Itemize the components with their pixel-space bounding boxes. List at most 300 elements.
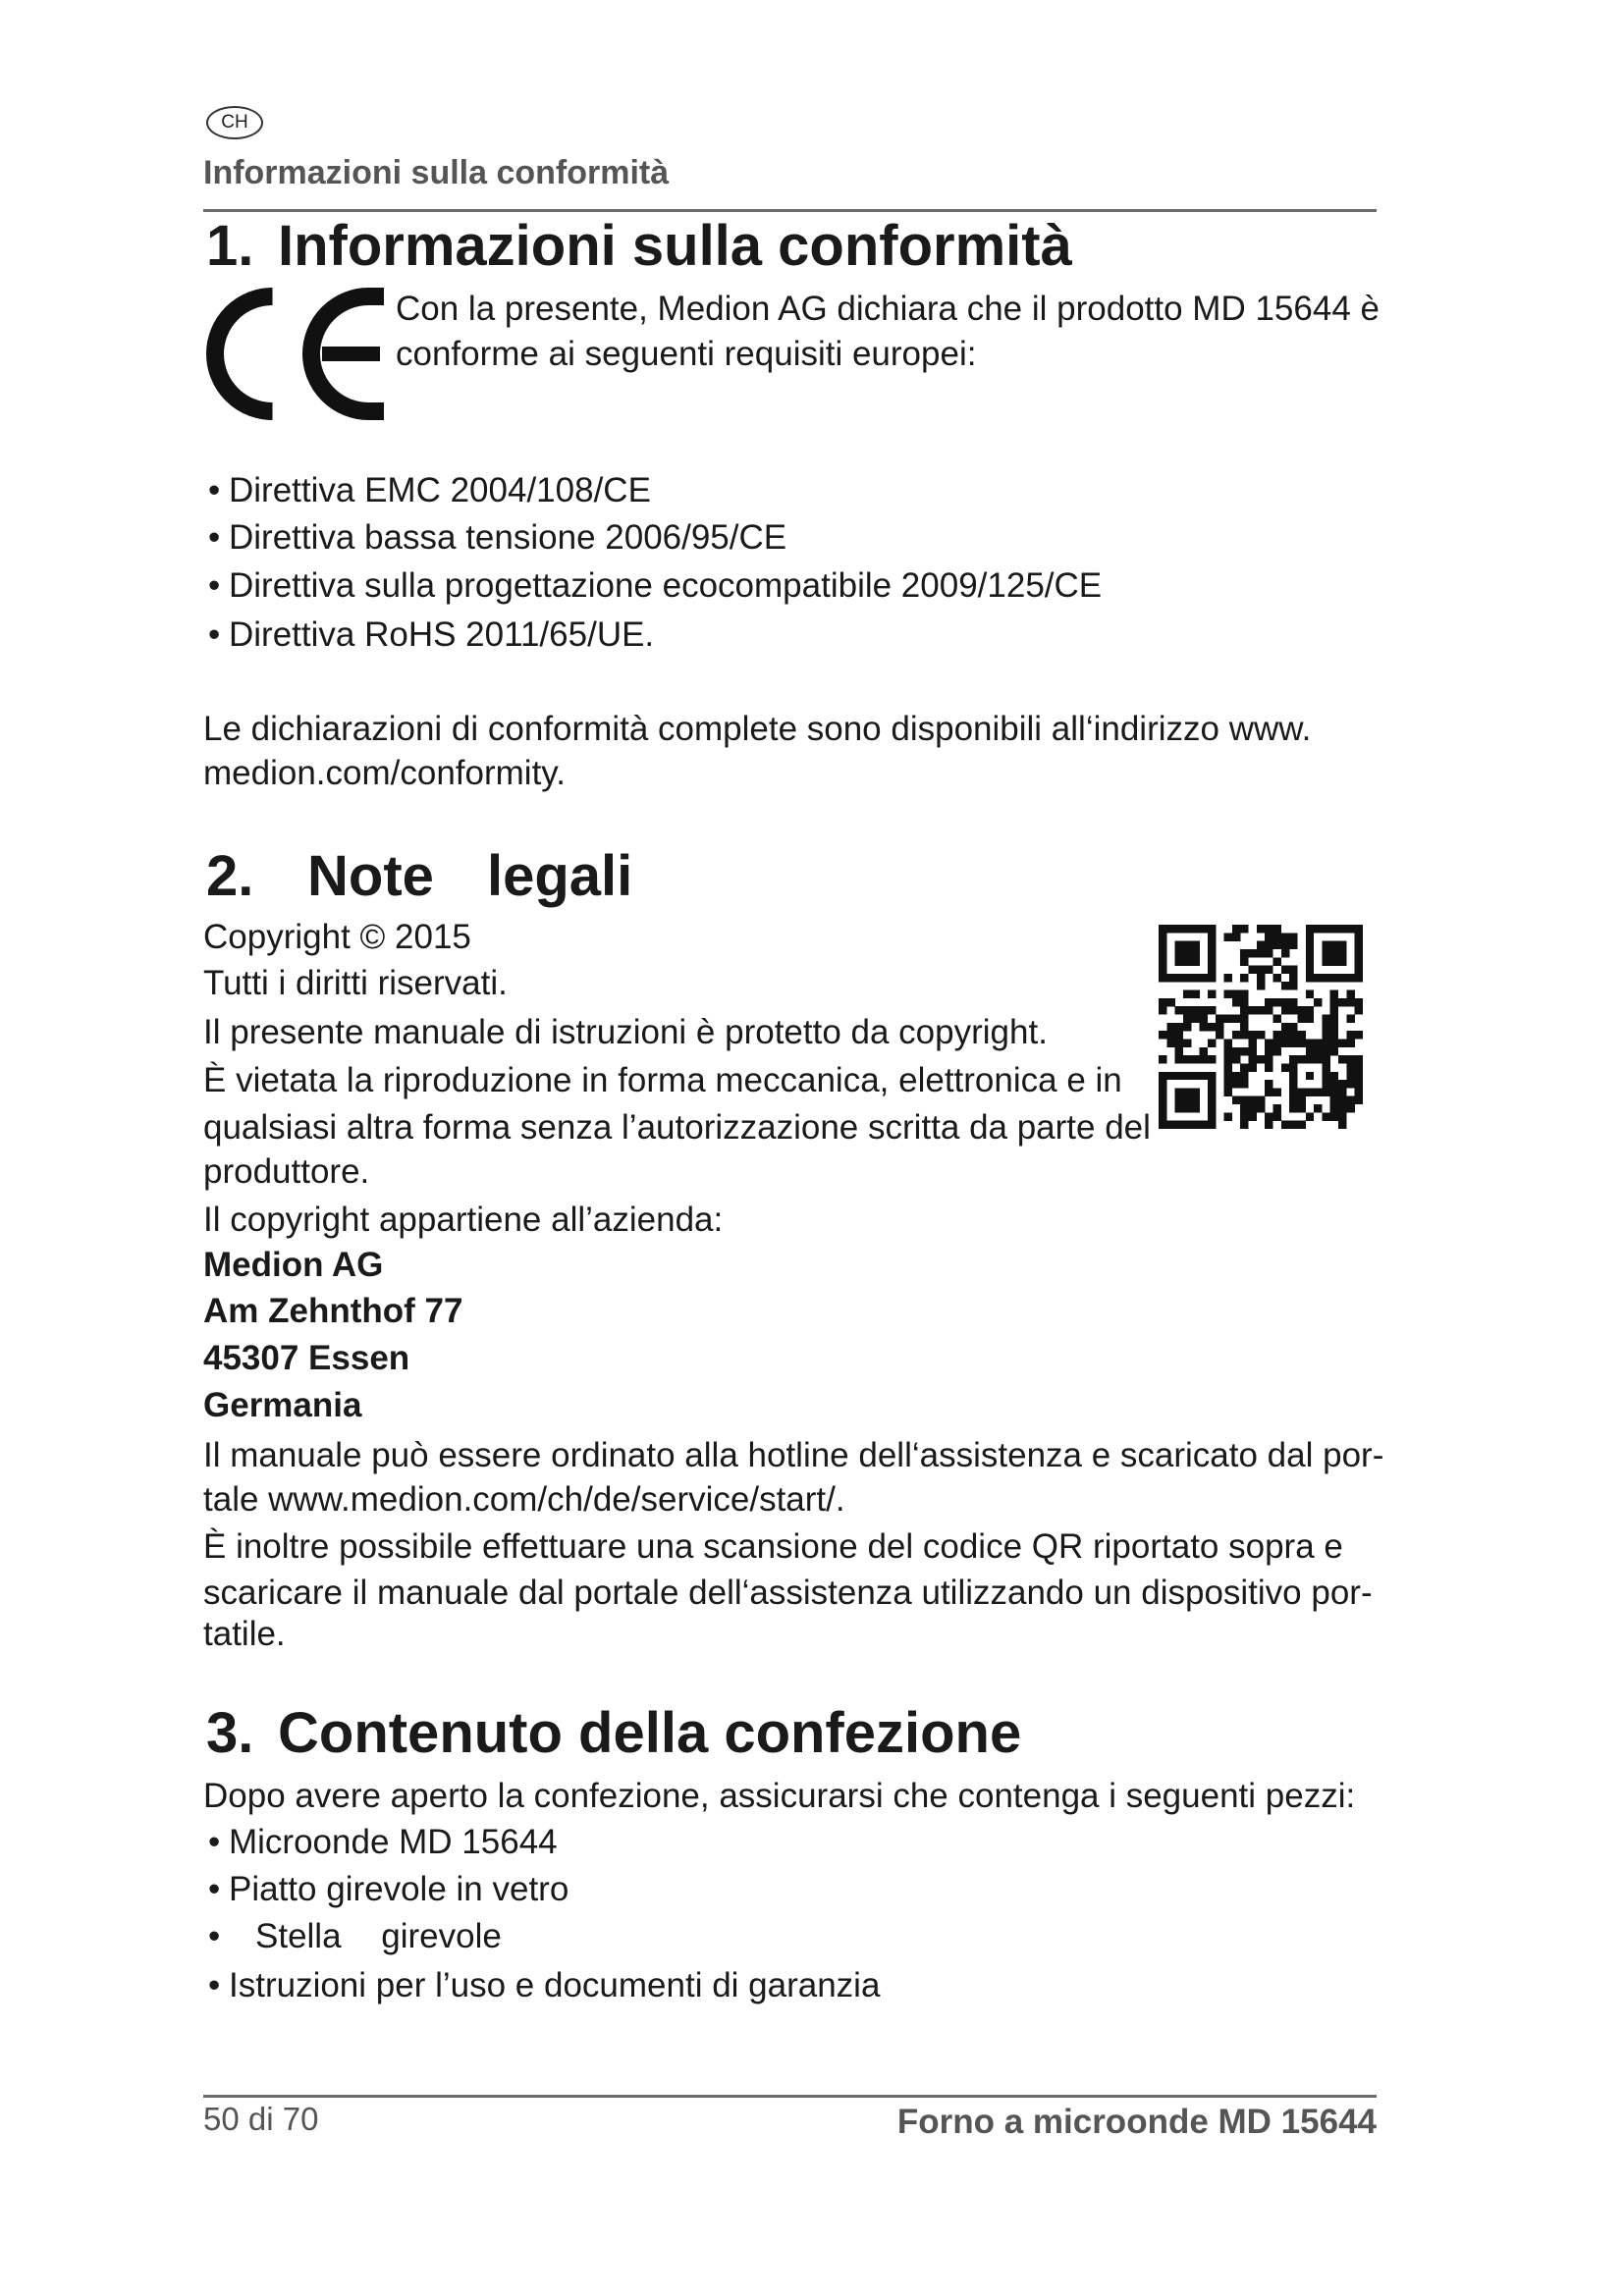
copyright-line: Il copyright appartiene all’azienda:	[203, 1201, 724, 1239]
qr-module	[1183, 1121, 1191, 1129]
contents-item: Microonde MD 15644	[229, 1823, 558, 1861]
qr-module	[1257, 974, 1265, 982]
qr-module	[1355, 933, 1363, 940]
qr-module	[1330, 925, 1338, 933]
footer-rule	[203, 2095, 1377, 2098]
manual-line: tatile.	[203, 1615, 286, 1653]
qr-module	[1338, 998, 1346, 1006]
qr-module	[1330, 990, 1338, 998]
qr-module	[1346, 1039, 1354, 1046]
qr-module	[1306, 990, 1314, 998]
qr-module	[1166, 1031, 1174, 1039]
qr-module	[1232, 998, 1240, 1006]
qr-module	[1355, 1006, 1363, 1014]
section-3-number: 3.	[206, 1701, 254, 1765]
qr-module	[1175, 1023, 1183, 1031]
qr-module	[1159, 957, 1166, 965]
qr-module	[1232, 925, 1240, 933]
qr-module	[1346, 1080, 1354, 1088]
qr-module	[1200, 974, 1208, 982]
qr-module	[1306, 1072, 1314, 1080]
qr-module	[1257, 925, 1265, 933]
qr-module	[1281, 933, 1289, 940]
qr-module	[1175, 1088, 1183, 1095]
qr-module	[1272, 941, 1280, 949]
intro-line: conforme ai seguenti requisiti europei:	[396, 335, 977, 373]
qr-module	[1330, 1072, 1338, 1080]
qr-module	[1166, 974, 1174, 982]
qr-module	[1183, 1006, 1191, 1014]
qr-module	[1232, 990, 1240, 998]
qr-module	[1175, 1055, 1183, 1063]
qr-module	[1166, 1072, 1174, 1080]
directive-item: Direttiva sulla progettazione ecocompatibile 2009/125/CE	[229, 566, 1103, 605]
qr-module	[1322, 1080, 1329, 1088]
qr-module	[1355, 1055, 1363, 1063]
qr-module	[1289, 1031, 1297, 1039]
qr-module	[1289, 966, 1297, 974]
qr-module	[1281, 966, 1289, 974]
qr-module	[1346, 1055, 1354, 1063]
qr-module	[1240, 1047, 1248, 1055]
qr-module	[1330, 941, 1338, 949]
qr-module	[1306, 1047, 1314, 1055]
qr-module	[1216, 1015, 1223, 1023]
qr-module	[1208, 1088, 1216, 1095]
declaration-line: medion.com/conformity.	[203, 754, 566, 792]
qr-module	[1249, 1006, 1257, 1014]
directive-item: Direttiva bassa tensione 2006/95/CE	[229, 518, 787, 557]
qr-module	[1175, 1039, 1183, 1046]
qr-module	[1166, 998, 1174, 1006]
qr-module	[1191, 957, 1199, 965]
company-address-line: Medion AG	[203, 1246, 384, 1284]
qr-module	[1265, 1006, 1272, 1014]
qr-module	[1281, 949, 1289, 957]
qr-module	[1208, 1006, 1216, 1014]
qr-module	[1224, 1039, 1232, 1046]
qr-module	[1257, 1096, 1265, 1104]
qr-module	[1322, 1015, 1329, 1023]
qr-module	[1330, 1112, 1338, 1120]
qr-module	[1191, 1104, 1199, 1112]
qr-module	[1159, 1088, 1166, 1095]
qr-module	[1355, 957, 1363, 965]
qr-module	[1183, 1096, 1191, 1104]
qr-module	[1249, 949, 1257, 957]
qr-module	[1306, 925, 1314, 933]
qr-module	[1175, 1006, 1183, 1014]
qr-module	[1322, 974, 1329, 982]
qr-module	[1281, 1006, 1289, 1014]
qr-module	[1240, 1006, 1248, 1014]
qr-module	[1191, 1015, 1199, 1023]
copyright-line: Il presente manuale di istruzioni è protetto da copyright.	[203, 1013, 1048, 1051]
qr-module	[1265, 941, 1272, 949]
qr-module	[1346, 1104, 1354, 1112]
qr-module	[1240, 998, 1248, 1006]
qr-module	[1346, 1063, 1354, 1071]
qr-module	[1257, 1055, 1265, 1063]
qr-module	[1355, 1088, 1363, 1095]
qr-module	[1281, 1031, 1289, 1039]
contents-item: Piatto girevole in vetro	[229, 1870, 569, 1908]
qr-module	[1159, 1031, 1166, 1039]
qr-module	[1338, 1055, 1346, 1063]
qr-module	[1314, 1088, 1322, 1095]
qr-module	[1224, 1015, 1232, 1023]
qr-module	[1306, 1088, 1314, 1095]
qr-module	[1314, 1039, 1322, 1046]
qr-module	[1175, 974, 1183, 982]
qr-module	[1265, 1047, 1272, 1055]
qr-module	[1297, 1031, 1305, 1039]
intro-line: Con la presente, Medion AG dichiara che il prodotto MD 15644 è	[396, 290, 1380, 328]
qr-module	[1346, 1031, 1354, 1039]
qr-module	[1289, 1039, 1297, 1046]
qr-module	[1330, 1088, 1338, 1095]
qr-module	[1208, 1112, 1216, 1120]
qr-module	[1314, 1055, 1322, 1063]
bullet-icon: •	[208, 471, 221, 509]
qr-module	[1281, 1023, 1289, 1031]
qr-module	[1191, 1088, 1199, 1095]
qr-module	[1249, 1104, 1257, 1112]
section-1-title: Informazioni sulla conformità	[278, 214, 1072, 278]
qr-module	[1272, 1031, 1280, 1039]
qr-module	[1208, 1055, 1216, 1063]
qr-module	[1265, 949, 1272, 957]
qr-module	[1191, 949, 1199, 957]
manual-line: Il manuale può essere ordinato alla hotline dell‘assistenza e scaricato dal por-	[203, 1436, 1384, 1474]
qr-module	[1265, 1055, 1272, 1063]
qr-module	[1183, 1104, 1191, 1112]
qr-module	[1322, 1112, 1329, 1120]
qr-module	[1330, 949, 1338, 957]
qr-module	[1216, 1023, 1223, 1031]
qr-module	[1289, 1096, 1297, 1104]
qr-module	[1208, 1080, 1216, 1088]
qr-module	[1257, 1031, 1265, 1039]
manual-line: tale www.medion.com/ch/de/service/start/.	[203, 1480, 845, 1519]
qr-module	[1265, 1063, 1272, 1071]
qr-module	[1289, 998, 1297, 1006]
qr-module	[1322, 1023, 1329, 1031]
qr-module	[1265, 925, 1272, 933]
qr-module	[1289, 1121, 1297, 1129]
qr-module	[1249, 1063, 1257, 1071]
qr-module	[1159, 941, 1166, 949]
qr-module	[1297, 1006, 1305, 1014]
qr-module	[1322, 1039, 1329, 1046]
qr-module	[1183, 1023, 1191, 1031]
qr-module	[1272, 1104, 1280, 1112]
bullet-icon: •	[208, 1917, 221, 1955]
qr-module	[1191, 1072, 1199, 1080]
qr-module	[1306, 1055, 1314, 1063]
qr-module	[1208, 1096, 1216, 1104]
contents-intro: Dopo avere aperto la confezione, assicurarsi che contenga i seguenti pezzi:	[203, 1777, 1356, 1815]
ce-mark-c	[215, 296, 273, 411]
qr-module	[1297, 1088, 1305, 1095]
qr-module	[1208, 925, 1216, 933]
qr-module	[1208, 974, 1216, 982]
qr-module	[1330, 1039, 1338, 1046]
qr-module	[1338, 974, 1346, 982]
qr-module	[1175, 925, 1183, 933]
qr-module	[1240, 1096, 1248, 1104]
qr-module	[1183, 925, 1191, 933]
qr-module	[1208, 933, 1216, 940]
copyright-line: È vietata la riproduzione in forma meccanica, elettronica e in	[203, 1061, 1122, 1099]
qr-module	[1257, 1104, 1265, 1112]
qr-module	[1200, 1006, 1208, 1014]
qr-module	[1346, 1072, 1354, 1080]
qr-module	[1297, 1039, 1305, 1046]
qr-module	[1338, 925, 1346, 933]
qr-module	[1265, 1112, 1272, 1120]
qr-module	[1191, 1096, 1199, 1104]
qr-module	[1232, 1015, 1240, 1023]
qr-module	[1322, 949, 1329, 957]
qr-module	[1289, 1104, 1297, 1112]
qr-module	[1224, 1112, 1232, 1120]
page-number: 50 di 70	[203, 2101, 319, 2137]
bullet-icon: •	[208, 1823, 221, 1861]
qr-module	[1224, 1055, 1232, 1063]
qr-module	[1281, 941, 1289, 949]
qr-module	[1191, 925, 1199, 933]
qr-module	[1232, 933, 1240, 940]
qr-module	[1265, 966, 1272, 974]
manual-line: È inoltre possibile effettuare una scansione del codice QR riportato sopra e	[203, 1527, 1343, 1566]
qr-module	[1240, 1121, 1248, 1129]
qr-module	[1224, 1072, 1232, 1080]
qr-module	[1322, 925, 1329, 933]
qr-module	[1208, 1104, 1216, 1112]
qr-module	[1306, 1006, 1314, 1014]
qr-module	[1224, 974, 1232, 982]
qr-module	[1183, 957, 1191, 965]
qr-module	[1240, 1023, 1248, 1031]
qr-module	[1159, 1104, 1166, 1112]
qr-module	[1183, 941, 1191, 949]
qr-module	[1314, 1104, 1322, 1112]
company-address-line: Germania	[203, 1386, 362, 1424]
qr-module	[1191, 941, 1199, 949]
qr-module	[1240, 1063, 1248, 1071]
section-1-number: 1.	[206, 214, 254, 278]
qr-module	[1159, 1055, 1166, 1063]
qr-module	[1306, 1015, 1314, 1023]
qr-module	[1338, 949, 1346, 957]
qr-module	[1355, 966, 1363, 974]
copyright-line: Copyright © 2015	[203, 918, 471, 956]
qr-module	[1355, 1072, 1363, 1080]
qr-module	[1175, 1104, 1183, 1112]
qr-module	[1330, 1104, 1338, 1112]
qr-module	[1240, 949, 1248, 957]
qr-module	[1272, 925, 1280, 933]
bullet-icon: •	[208, 566, 221, 605]
qr-module	[1272, 933, 1280, 940]
bullet-icon: •	[208, 1870, 221, 1908]
qr-module	[1159, 974, 1166, 982]
qr-module	[1355, 1096, 1363, 1104]
qr-module	[1322, 941, 1329, 949]
qr-module	[1272, 1047, 1280, 1055]
qr-module	[1240, 925, 1248, 933]
qr-module	[1355, 925, 1363, 933]
qr-module	[1232, 1055, 1240, 1063]
qr-module	[1330, 1006, 1338, 1014]
qr-module	[1208, 1121, 1216, 1129]
qr-module	[1240, 1072, 1248, 1080]
qr-module	[1183, 1088, 1191, 1095]
qr-module	[1240, 1080, 1248, 1088]
qr-module	[1272, 957, 1280, 965]
qr-module	[1322, 1063, 1329, 1071]
qr-module	[1306, 966, 1314, 974]
contents-item: Stella girevole	[255, 1917, 502, 1955]
qr-module	[1183, 1015, 1191, 1023]
qr-module	[1159, 998, 1166, 1006]
qr-module	[1289, 1072, 1297, 1080]
country-badge: CH	[206, 106, 263, 139]
qr-module	[1338, 1112, 1346, 1120]
running-title: Informazioni sulla conformità	[203, 154, 670, 191]
qr-module	[1355, 949, 1363, 957]
qr-module	[1322, 957, 1329, 965]
company-address-line: 45307 Essen	[203, 1339, 410, 1377]
qr-module	[1346, 925, 1354, 933]
qr-module	[1330, 1031, 1338, 1039]
qr-module	[1183, 1072, 1191, 1080]
qr-module	[1297, 1015, 1305, 1023]
qr-module	[1224, 990, 1232, 998]
copyright-line: Tutti i diritti riservati.	[203, 964, 508, 1002]
qr-module	[1272, 1039, 1280, 1046]
qr-module	[1281, 1039, 1289, 1046]
bullet-icon: •	[208, 615, 221, 654]
qr-module	[1159, 949, 1166, 957]
product-name: Forno a microonde MD 15644	[896, 2103, 1377, 2141]
qr-module	[1200, 1055, 1208, 1063]
qr-module	[1159, 1096, 1166, 1104]
qr-module	[1200, 1121, 1208, 1129]
qr-module	[1322, 1055, 1329, 1063]
qr-module	[1289, 1080, 1297, 1088]
qr-module	[1281, 998, 1289, 1006]
qr-module	[1265, 998, 1272, 1006]
qr-module	[1232, 1047, 1240, 1055]
qr-module	[1183, 990, 1191, 998]
qr-module	[1289, 1006, 1297, 1014]
qr-module	[1289, 1088, 1297, 1095]
qr-module	[1265, 933, 1272, 940]
qr-module	[1355, 1031, 1363, 1039]
qr-module	[1272, 1088, 1280, 1095]
qr-module	[1240, 1112, 1248, 1120]
qr-module	[1289, 1055, 1297, 1063]
qr-module	[1208, 941, 1216, 949]
qr-module	[1224, 1063, 1232, 1071]
qr-module	[1240, 957, 1248, 965]
qr-module	[1240, 1015, 1248, 1023]
qr-module	[1191, 1006, 1199, 1014]
qr-module	[1306, 1039, 1314, 1046]
qr-module	[1183, 1039, 1191, 1046]
qr-module	[1166, 1121, 1174, 1129]
qr-module	[1175, 949, 1183, 957]
qr-module	[1159, 925, 1166, 933]
qr-module	[1208, 990, 1216, 998]
section-2-number: 2.	[206, 844, 254, 908]
qr-module	[1191, 1055, 1199, 1063]
qr-module	[1159, 1121, 1166, 1129]
qr-module	[1355, 1063, 1363, 1071]
qr-module	[1265, 1088, 1272, 1095]
qr-module	[1289, 933, 1297, 940]
qr-module	[1338, 1088, 1346, 1095]
qr-module	[1322, 1031, 1329, 1039]
qr-module	[1289, 1023, 1297, 1031]
qr-module	[1175, 1047, 1183, 1055]
qr-module	[1306, 949, 1314, 957]
qr-module	[1232, 1072, 1240, 1080]
qr-module	[1175, 1072, 1183, 1080]
qr-module	[1330, 1023, 1338, 1031]
qr-module	[1240, 1031, 1248, 1039]
qr-module	[1240, 1104, 1248, 1112]
qr-module	[1159, 1006, 1166, 1014]
qr-module	[1306, 1112, 1314, 1120]
qr-module	[1208, 949, 1216, 957]
qr-module	[1265, 1121, 1272, 1129]
qr-module	[1208, 966, 1216, 974]
qr-module	[1191, 990, 1199, 998]
qr-module	[1297, 1055, 1305, 1063]
qr-module	[1249, 1047, 1257, 1055]
qr-code	[1159, 925, 1363, 1129]
qr-module	[1330, 1096, 1338, 1104]
qr-module	[1272, 1112, 1280, 1120]
qr-module	[1249, 1055, 1257, 1063]
qr-module	[1200, 1047, 1208, 1055]
qr-module	[1355, 998, 1363, 1006]
qr-module	[1183, 974, 1191, 982]
qr-module	[1289, 982, 1297, 989]
qr-module	[1322, 1072, 1329, 1080]
qr-module	[1306, 941, 1314, 949]
qr-module	[1191, 974, 1199, 982]
qr-module	[1200, 1023, 1208, 1031]
qr-module	[1175, 941, 1183, 949]
qr-module	[1159, 1080, 1166, 1088]
section-3-title: Contenuto della confezione	[278, 1701, 1022, 1765]
qr-module	[1314, 1047, 1322, 1055]
qr-module	[1200, 1072, 1208, 1080]
qr-module	[1159, 966, 1166, 974]
qr-module	[1346, 1096, 1354, 1104]
qr-module	[1249, 1096, 1257, 1104]
qr-module	[1281, 1121, 1289, 1129]
qr-module	[1257, 941, 1265, 949]
qr-module	[1232, 1096, 1240, 1104]
qr-module	[1355, 941, 1363, 949]
ce-mark-logo	[206, 288, 384, 420]
qr-module	[1249, 1112, 1257, 1120]
